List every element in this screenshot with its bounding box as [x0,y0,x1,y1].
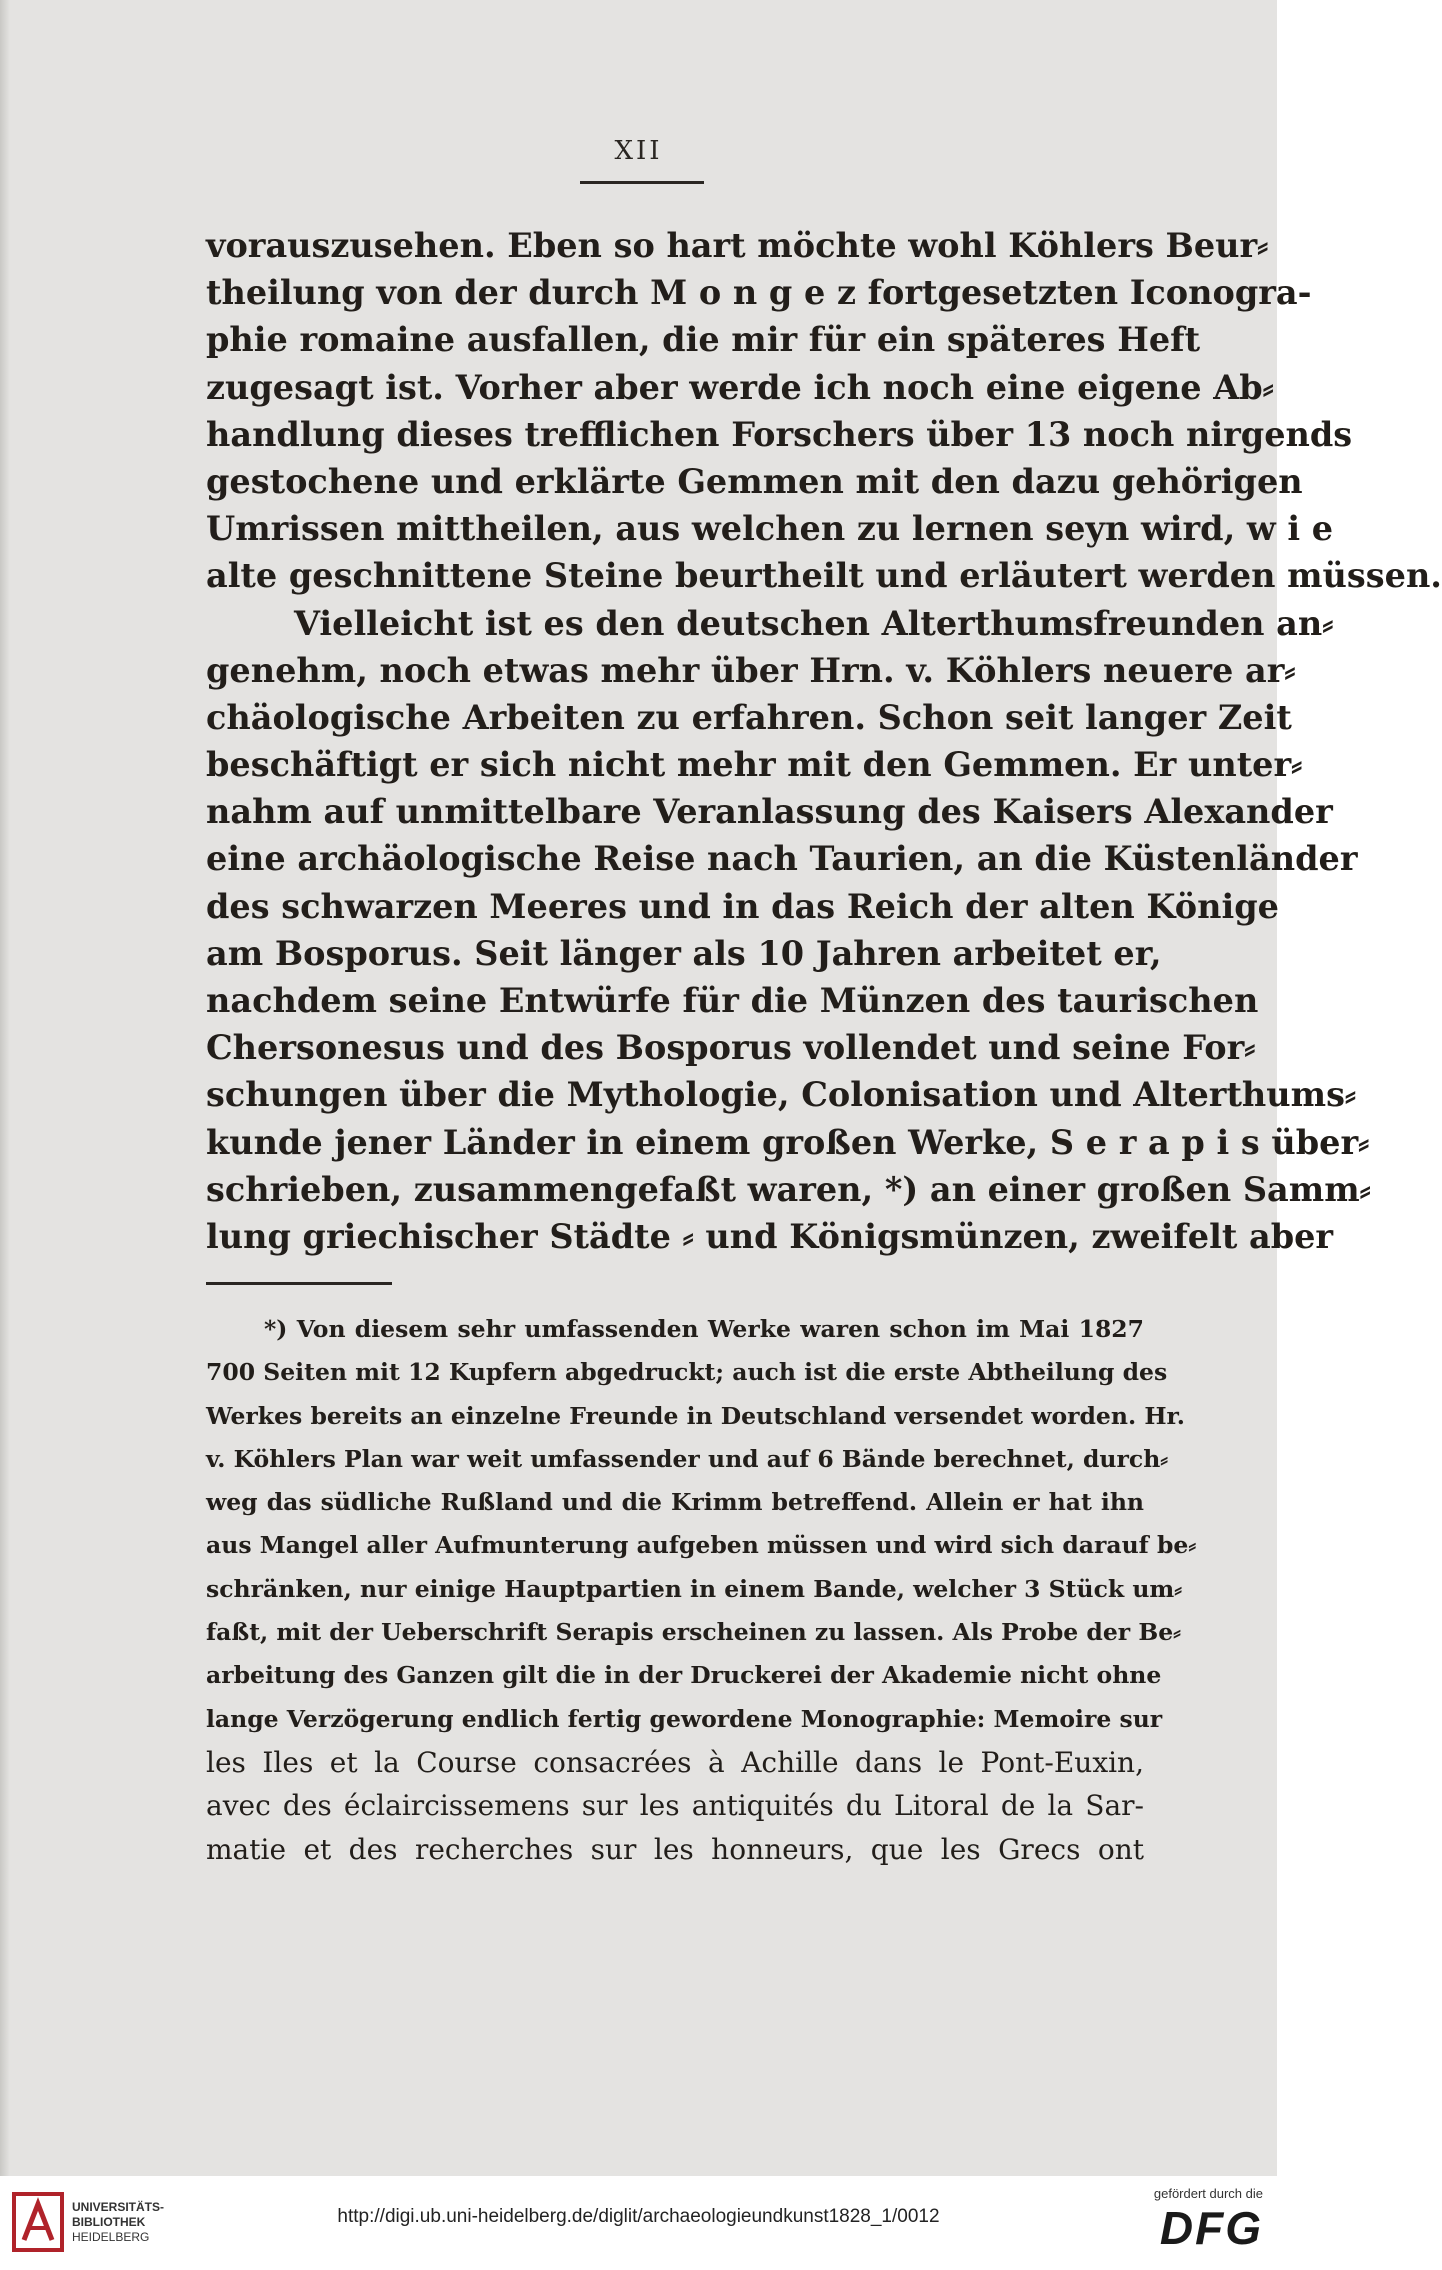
footnote-line: 700 Seiten mit 12 Kupfern abgedruckt; auch ist die erste Abtheilung des [206,1358,1168,1387]
text-line: eine archäologische Reise nach Taurien, an die Küstenländer [206,839,1358,879]
text-line: zugesagt ist. Vorher aber werde ich noch eine eigene Ab⸗ [206,367,1274,407]
footnote-line: arbeitung des Ganzen gilt die in der Druckerei der Akademie nicht ohne [206,1661,1162,1690]
header-rule [580,181,704,184]
footnote-line: Werkes bereits an einzelne Freunde in Deutschland versendet worden. Hr. [206,1401,1185,1430]
footnote-line: *) Von diesem sehr umfassenden Werke waren schon im Mai 1827 [264,1315,1144,1343]
footnote-line: aus Mangel aller Aufmunterung aufgeben müssen und wird sich darauf be⸗ [206,1531,1197,1560]
text-line: kunde jener Länder in einem großen Werke, S e r a p i s über⸗ [206,1122,1370,1162]
text-line: phie romaine ausfallen, die mir für ein späteres Heft [206,320,1201,360]
text-line: genehm, noch etwas mehr über Hrn. v. Köhlers neuere ar⸗ [206,650,1296,690]
text-line: vorauszusehen. Eben so hart möchte wohl Köhlers Beur⸗ [206,226,1269,265]
sponsor-caption: gefördert durch die [1153,2186,1263,2201]
text-line: gestochene und erklärte Gemmen mit den dazu gehörigen [206,461,1303,501]
footnote-line: faßt, mit der Ueberschrift Serapis erscheinen zu lassen. Als Probe der Be⸗ [206,1618,1181,1647]
text-line: beschäftigt er sich nicht mehr mit den Gemmen. Er unter⸗ [206,745,1303,785]
library-name-line: UNIVERSITÄTS- [72,2200,165,2214]
footnote-line: v. Köhlers Plan war weit umfassender und auf 6 Bände berechnet, durch⸗ [206,1444,1169,1473]
text-line: Vielleicht ist es den deutschen Alterthumsfreunden an⸗ [294,603,1334,643]
text-line: theilung von der durch M o n g e z fortgesetzten Iconogra- [206,273,1312,313]
footnote-line: lange Verzögerung endlich fertig gewordene Monographie: Memoire sur [206,1704,1163,1733]
footnote-line: avec des éclaircissemens sur les antiquités du Litoral de la Sar- [206,1789,1144,1823]
permalink-url[interactable]: http://digi.ub.uni-heidelberg.de/diglit/archaeologieundkunst1828_1/0012 [337,2206,940,2227]
viewer-footer [0,2176,1277,2270]
footnote-line: matie et des recherches sur les honneurs, que les Grecs ont [206,1832,1144,1866]
main-text-block [206,222,1442,1260]
text-line: schungen über die Mythologie, Colonisation und Alterthums⸗ [206,1075,1357,1115]
dfg-logo: DFG [1159,2202,1263,2254]
text-line: handlung dieses trefflichen Forschers über 13 noch nirgends [206,414,1353,454]
footnote-rule [206,1282,392,1285]
library-name-line: HEIDELBERG [72,2230,150,2244]
footnote-line: weg das südliche Rußland und die Krimm betreffend. Allein er hat ihn [206,1488,1144,1517]
footnote-line: les Iles et la Course consacrées à Achille dans le Pont-Euxin, [206,1745,1144,1779]
footnote-block [206,1308,1197,1871]
text-line: Umrissen mittheilen, aus welchen zu lernen seyn wird, w i e [206,509,1334,549]
library-name-line: BIBLIOTHEK [72,2215,146,2229]
text-line: nahm auf unmittelbare Veranlassung des Kaisers Alexander [206,792,1333,832]
text-line: schrieben, zusammengefaßt waren, *) an einer großen Samm⸗ [206,1169,1371,1209]
text-line: des schwarzen Meeres und in das Reich der alten Könige [206,886,1279,926]
sponsor-block[interactable] [1123,2186,1263,2254]
text-line: nachdem seine Entwürfe für die Münzen des taurischen [206,981,1259,1020]
page-number: XII [614,136,663,166]
text-line: alte geschnittene Steine beurtheilt und erläutert werden müssen. [206,556,1442,596]
text-line: Chersonesus und des Bosporus vollendet und seine For⸗ [206,1028,1256,1068]
page-edge-shadow [0,0,10,2176]
text-line: am Bosporus. Seit länger als 10 Jahren arbeitet er, [206,933,1162,973]
footnote-line: schränken, nur einige Hauptpartien in einem Bande, welcher 3 Stück um⸗ [206,1574,1183,1603]
text-line: chäologische Arbeiten zu erfahren. Schon seit langer Zeit [206,697,1292,737]
text-line: lung griechischer Städte ⸗ und Königsmünzen, zweifelt aber [206,1216,1334,1256]
